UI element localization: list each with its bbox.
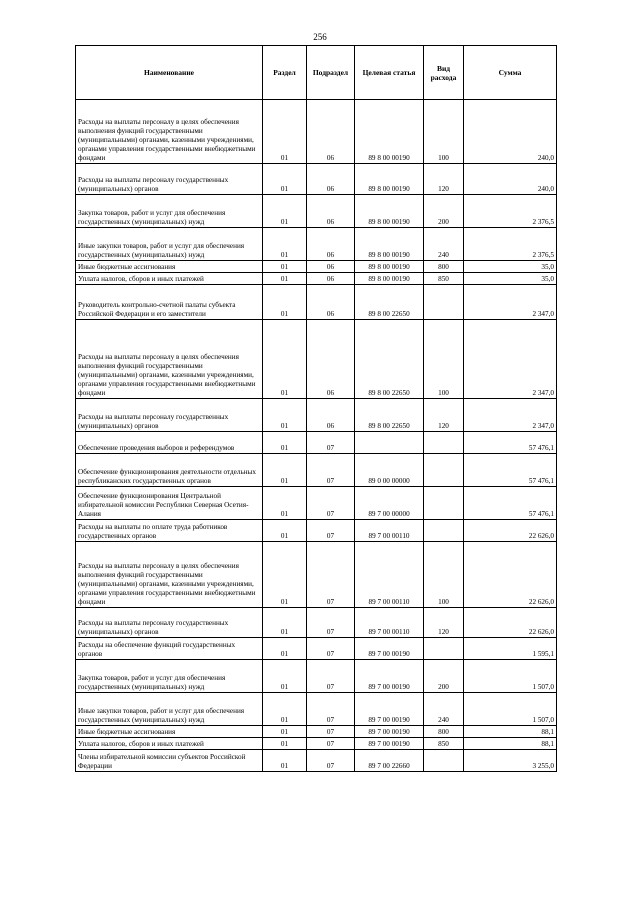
row-name: Обеспечение функционирования деятельности отдельных республиканских государственных органов <box>76 454 263 487</box>
row-expense-type <box>424 454 464 487</box>
row-amount: 88,1 <box>464 738 557 750</box>
row-subsection: 07 <box>307 738 355 750</box>
row-name: Иные бюджетные ассигнования <box>76 261 263 273</box>
row-name: Члены избирательной комиссии субъектов Российской Федерации <box>76 750 263 772</box>
row-subsection: 07 <box>307 454 355 487</box>
row-amount: 57 476,1 <box>464 487 557 520</box>
table-row <box>76 750 557 772</box>
row-target: 89 8 00 00190 <box>355 195 424 228</box>
row-expense-type: 850 <box>424 273 464 285</box>
row-expense-type: 850 <box>424 738 464 750</box>
row-subsection: 06 <box>307 399 355 432</box>
row-section: 01 <box>263 273 307 285</box>
row-expense-type <box>424 750 464 772</box>
table-row <box>76 638 557 660</box>
row-subsection: 07 <box>307 750 355 772</box>
col-header-expense-type: Вид расхода <box>424 46 464 100</box>
row-target: 89 7 00 00190 <box>355 726 424 738</box>
row-amount: 1 595,1 <box>464 638 557 660</box>
row-amount: 88,1 <box>464 726 557 738</box>
table-row <box>76 100 557 164</box>
row-amount: 57 476,1 <box>464 432 557 454</box>
row-name: Иные закупки товаров, работ и услуг для обеспечения государственных (муниципальных) нужд <box>76 228 263 261</box>
table-row <box>76 520 557 542</box>
row-expense-type: 100 <box>424 542 464 608</box>
row-amount: 35,0 <box>464 273 557 285</box>
row-subsection: 06 <box>307 285 355 320</box>
row-amount: 240,0 <box>464 164 557 195</box>
row-subsection: 06 <box>307 100 355 164</box>
table-row <box>76 487 557 520</box>
row-name: Руководитель контрольно-счетной палаты субъекта Российской Федерации и его заместители <box>76 285 263 320</box>
row-amount: 35,0 <box>464 261 557 273</box>
row-subsection: 07 <box>307 432 355 454</box>
row-name: Обеспечение проведения выборов и референдумов <box>76 432 263 454</box>
col-header-name: Наименование <box>76 46 263 100</box>
row-name: Расходы на выплаты по оплате труда работников государственных органов <box>76 520 263 542</box>
row-target: 89 8 00 00190 <box>355 100 424 164</box>
row-target: 89 7 00 00110 <box>355 608 424 638</box>
row-target: 89 7 00 00190 <box>355 693 424 726</box>
col-header-subsection: Подраздел <box>307 46 355 100</box>
row-section: 01 <box>263 100 307 164</box>
table-row <box>76 399 557 432</box>
row-subsection: 07 <box>307 487 355 520</box>
row-subsection: 07 <box>307 520 355 542</box>
row-amount: 2 347,0 <box>464 320 557 399</box>
row-target: 89 7 00 00190 <box>355 660 424 693</box>
row-section: 01 <box>263 261 307 273</box>
row-section: 01 <box>263 164 307 195</box>
row-subsection: 07 <box>307 608 355 638</box>
row-target: 89 8 00 00190 <box>355 261 424 273</box>
row-subsection: 06 <box>307 320 355 399</box>
row-target: 89 8 00 00190 <box>355 273 424 285</box>
row-name: Иные бюджетные ассигнования <box>76 726 263 738</box>
row-expense-type: 800 <box>424 726 464 738</box>
row-section: 01 <box>263 608 307 638</box>
row-section: 01 <box>263 638 307 660</box>
row-section: 01 <box>263 693 307 726</box>
row-subsection: 06 <box>307 195 355 228</box>
row-name: Закупка товаров, работ и услуг для обеспечения государственных (муниципальных) нужд <box>76 195 263 228</box>
row-expense-type: 200 <box>424 660 464 693</box>
table-row <box>76 261 557 273</box>
row-subsection: 06 <box>307 164 355 195</box>
row-name: Обеспечение функционирования Центральной избирательной комиссии Республики Северная Осетия-Алания <box>76 487 263 520</box>
table-row <box>76 228 557 261</box>
row-subsection: 07 <box>307 693 355 726</box>
row-name: Расходы на выплаты персоналу в целях обеспечения выполнения функций государственными (муниципальными) органами, казенными учреждениями, органами управления государственными внебюджетными фондами <box>76 320 263 399</box>
row-target: 89 8 00 22650 <box>355 399 424 432</box>
row-amount: 2 347,0 <box>464 399 557 432</box>
table-row <box>76 195 557 228</box>
row-section: 01 <box>263 432 307 454</box>
row-target: 89 7 00 00000 <box>355 487 424 520</box>
row-section: 01 <box>263 750 307 772</box>
col-header-section: Раздел <box>263 46 307 100</box>
row-target: 89 7 00 22660 <box>355 750 424 772</box>
row-subsection: 07 <box>307 726 355 738</box>
row-expense-type <box>424 520 464 542</box>
row-amount: 2 376,5 <box>464 195 557 228</box>
row-amount: 22 626,0 <box>464 542 557 608</box>
row-section: 01 <box>263 454 307 487</box>
row-expense-type: 120 <box>424 164 464 195</box>
row-section: 01 <box>263 542 307 608</box>
table-row <box>76 454 557 487</box>
row-name: Иные закупки товаров, работ и услуг для обеспечения государственных (муниципальных) нужд <box>76 693 263 726</box>
row-subsection: 07 <box>307 660 355 693</box>
row-target: 89 7 00 00110 <box>355 542 424 608</box>
table-row <box>76 542 557 608</box>
row-amount: 1 507,0 <box>464 660 557 693</box>
row-section: 01 <box>263 660 307 693</box>
row-target: 89 7 00 00190 <box>355 738 424 750</box>
table-row <box>76 432 557 454</box>
row-section: 01 <box>263 520 307 542</box>
row-expense-type: 800 <box>424 261 464 273</box>
row-target <box>355 432 424 454</box>
row-name: Расходы на выплаты персоналу в целях обеспечения выполнения функций государственными (муниципальными) органами, казенными учреждениями, органами управления государственными внебюджетными фондами <box>76 542 263 608</box>
row-expense-type <box>424 285 464 320</box>
row-target: 89 8 00 22650 <box>355 285 424 320</box>
col-header-amount: Сумма <box>464 46 557 100</box>
row-amount: 3 255,0 <box>464 750 557 772</box>
row-name: Расходы на выплаты персоналу государственных (муниципальных) органов <box>76 399 263 432</box>
row-expense-type: 240 <box>424 228 464 261</box>
budget-table <box>75 45 557 772</box>
row-subsection: 06 <box>307 273 355 285</box>
table-row <box>76 164 557 195</box>
row-name: Расходы на выплаты персоналу государственных (муниципальных) органов <box>76 164 263 195</box>
row-section: 01 <box>263 285 307 320</box>
row-expense-type <box>424 432 464 454</box>
row-name: Расходы на выплаты персоналу в целях обеспечения выполнения функций государственными (муниципальными) органами, казенными учреждениями, органами управления государственными внебюджетными фондами <box>76 100 263 164</box>
row-section: 01 <box>263 726 307 738</box>
row-expense-type: 240 <box>424 693 464 726</box>
row-amount: 2 347,0 <box>464 285 557 320</box>
row-name: Уплата налогов, сборов и иных платежей <box>76 273 263 285</box>
row-expense-type: 200 <box>424 195 464 228</box>
row-amount: 57 476,1 <box>464 454 557 487</box>
row-section: 01 <box>263 399 307 432</box>
row-section: 01 <box>263 487 307 520</box>
row-target: 89 7 00 00190 <box>355 638 424 660</box>
table-row <box>76 660 557 693</box>
row-expense-type: 100 <box>424 100 464 164</box>
table-row <box>76 320 557 399</box>
table-row <box>76 608 557 638</box>
row-amount: 22 626,0 <box>464 520 557 542</box>
row-subsection: 07 <box>307 542 355 608</box>
row-name: Закупка товаров, работ и услуг для обеспечения государственных (муниципальных) нужд <box>76 660 263 693</box>
row-target: 89 0 00 00000 <box>355 454 424 487</box>
row-amount: 240,0 <box>464 100 557 164</box>
page-number: 256 <box>313 32 327 42</box>
row-target: 89 8 00 00190 <box>355 164 424 195</box>
row-amount: 22 626,0 <box>464 608 557 638</box>
table-header-row <box>76 46 557 100</box>
row-section: 01 <box>263 228 307 261</box>
row-amount: 1 507,0 <box>464 693 557 726</box>
row-expense-type: 120 <box>424 608 464 638</box>
row-expense-type: 100 <box>424 320 464 399</box>
row-subsection: 06 <box>307 228 355 261</box>
row-subsection: 07 <box>307 638 355 660</box>
row-name: Расходы на обеспечение функций государственных органов <box>76 638 263 660</box>
row-amount: 2 376,5 <box>464 228 557 261</box>
row-expense-type: 120 <box>424 399 464 432</box>
table-row <box>76 738 557 750</box>
table-row <box>76 273 557 285</box>
row-expense-type <box>424 487 464 520</box>
table-row <box>76 693 557 726</box>
table-row <box>76 726 557 738</box>
row-target: 89 8 00 00190 <box>355 228 424 261</box>
row-name: Расходы на выплаты персоналу государственных (муниципальных) органов <box>76 608 263 638</box>
row-section: 01 <box>263 320 307 399</box>
table-row <box>76 285 557 320</box>
row-section: 01 <box>263 738 307 750</box>
row-subsection: 06 <box>307 261 355 273</box>
row-target: 89 7 00 00110 <box>355 520 424 542</box>
row-target: 89 8 00 22650 <box>355 320 424 399</box>
row-name: Уплата налогов, сборов и иных платежей <box>76 738 263 750</box>
row-section: 01 <box>263 195 307 228</box>
col-header-target: Целевая статья <box>355 46 424 100</box>
row-expense-type <box>424 638 464 660</box>
